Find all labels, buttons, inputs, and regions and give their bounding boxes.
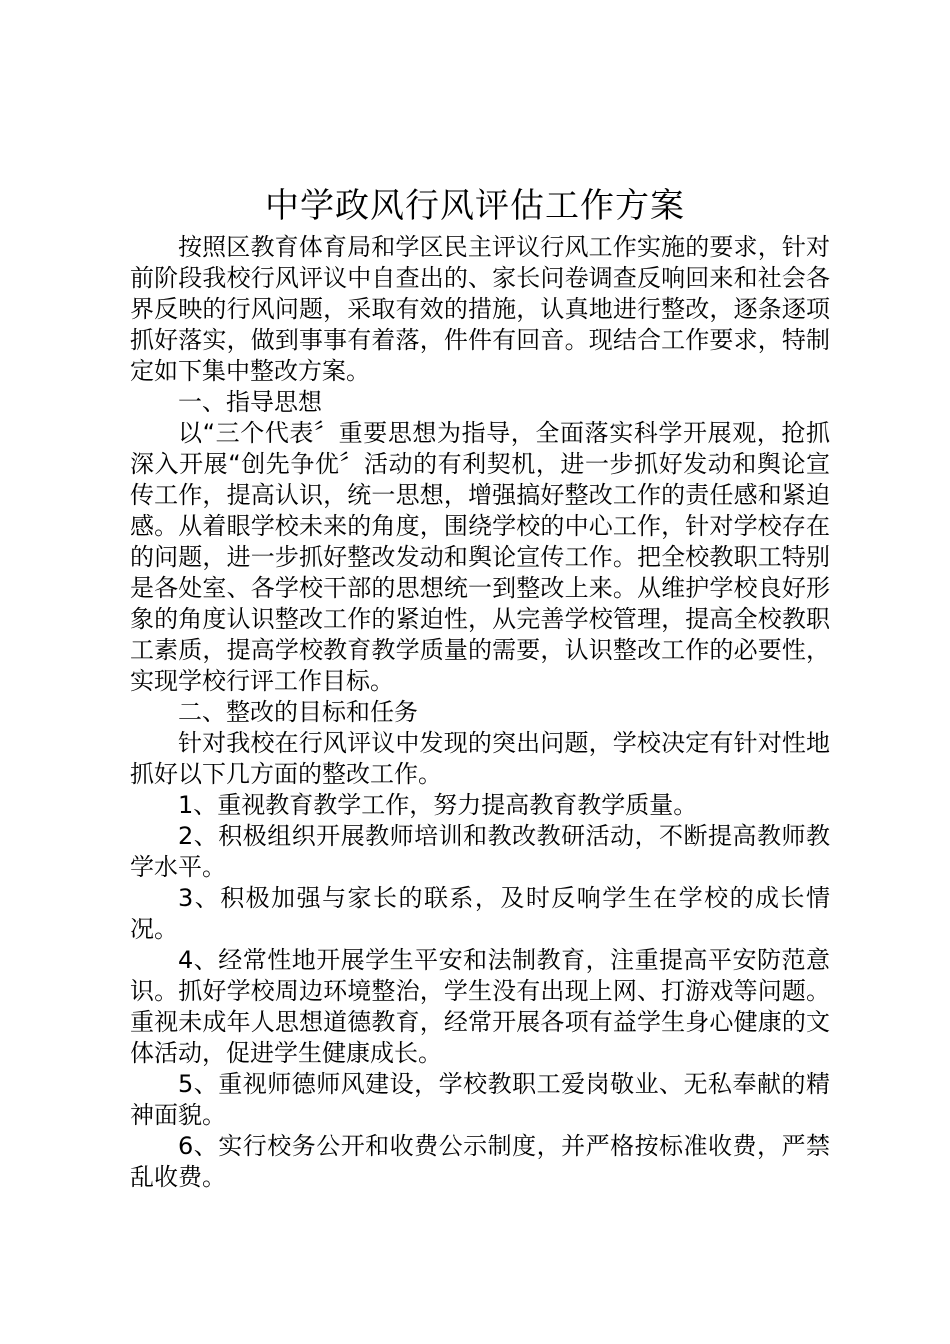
list-item: 5、重视师德师风建设，学校教职工爱岗敬业、无私奉献的精神面貌。 xyxy=(130,1070,830,1129)
document-body xyxy=(130,232,830,1193)
intro-paragraph: 按照区教育体育局和学区民主评议行风工作实施的要求，针对前阶段我校行风评议中自查出的、家长问卷调查反响回来和社会各界反映的行风问题，采取有效的措施，认真地进行整改，逐条逐项抓好落实，做到事事有着落，件件有回音。现结合工作要求，特制定如下集中整改方案。 xyxy=(130,233,830,385)
section-paragraph-goals-tasks: 针对我校在行风评议中发现的突出问题，学校决定有针对性地抓好以下几方面的整改工作。 xyxy=(130,729,830,788)
section-heading-guiding-ideology: 一、指导思想 xyxy=(178,388,322,416)
list-item: 6、实行校务公开和收费公示制度，并严格按标准收费，严禁乱收费。 xyxy=(130,1132,830,1191)
section-heading-goals-tasks: 二、整改的目标和任务 xyxy=(178,698,418,726)
list-item: 2、积极组织开展教师培训和教改教研活动，不断提高教师教学水平。 xyxy=(130,822,830,881)
document-title: 中学政风行风评估工作方案 xyxy=(265,186,685,226)
list-item: 1、重视教育教学工作，努力提高教育教学质量。 xyxy=(178,791,698,819)
section-paragraph-guiding-ideology: 以“三个代表〞重要思想为指导，全面落实科学开展观，抢抓深入开展“创先争优〞活动的有利契机，进一步抓好发动和舆论宣传工作，提高认识，统一思想，增强搞好整改工作的责任感和紧迫感。从着眼学校未来的角度，围绕学校的中心工作，针对学校存在的问题，进一步抓好整改发动和舆论宣传工作。把全校教职工特别是各处室、各学校干部的思想统一到整改上来。从维护学校良好形象的角度认识整改工作的紧迫性，从完善学校管理，提高全校教职工素质，提高学校教育教学质量的需要，认识整改工作的必要性，实现学校行评工作目标。 xyxy=(130,419,830,695)
list-item: 4、经常性地开展学生平安和法制教育，注重提高平安防范意识。抓好学校周边环境整治，学生没有出现上网、打游戏等问题。重视未成年人思想道德教育，经常开展各项有益学生身心健康的文体活动，促进学生健康成长。 xyxy=(130,946,830,1067)
list-item: 3、积极加强与家长的联系，及时反响学生在学校的成长情况。 xyxy=(130,884,830,943)
